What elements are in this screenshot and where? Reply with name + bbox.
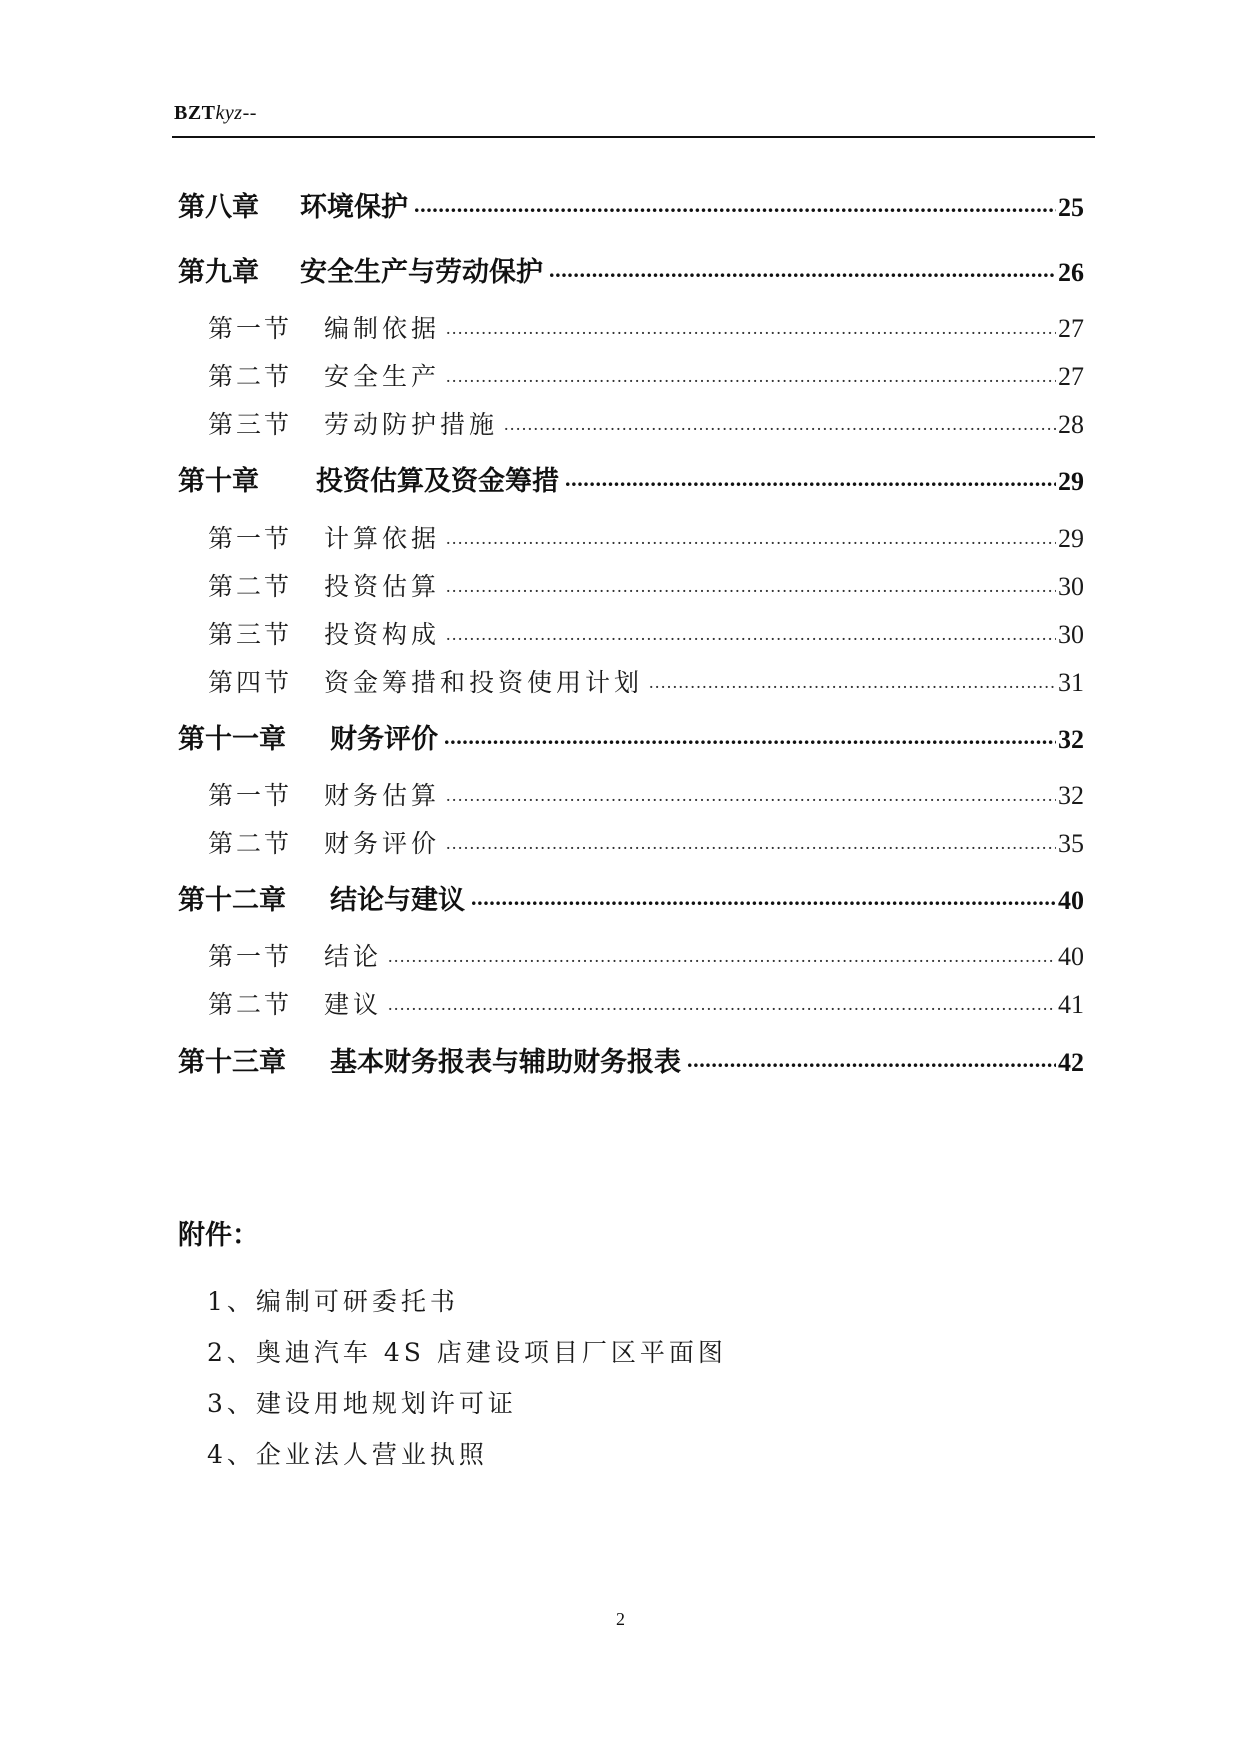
toc-section-label: 第二节	[208, 829, 293, 858]
toc-page-number: 30	[1058, 572, 1084, 601]
toc-leader-dots	[446, 360, 1056, 385]
toc-leader-dots	[649, 666, 1056, 691]
toc-section-label: 第一节	[208, 524, 293, 553]
toc-page-number: 27	[1058, 362, 1084, 391]
toc-section-row[interactable]	[208, 776, 1084, 812]
toc-section-label: 第一节	[208, 942, 293, 971]
toc-section-title: 资金筹措和投资使用计划	[324, 668, 644, 697]
toc-chapter-label: 第十章	[178, 466, 259, 497]
toc-section-label: 第一节	[208, 314, 293, 343]
header-rule	[172, 136, 1095, 138]
toc-page-number: 35	[1058, 829, 1084, 858]
toc-chapter-title: 环境保护	[300, 192, 408, 223]
toc-section-title: 投资构成	[324, 620, 441, 649]
toc-chapter-row[interactable]	[178, 1040, 1084, 1079]
toc-page-number: 42	[1058, 1048, 1084, 1077]
toc-leader-dots	[549, 254, 1056, 281]
attachments-heading: 附件：	[178, 1220, 259, 1251]
toc-leader-dots	[446, 779, 1056, 804]
toc-chapter-label: 第十三章	[178, 1047, 286, 1078]
toc-chapter-title: 安全生产与劳动保护	[300, 257, 543, 288]
toc-section-title: 结论	[324, 942, 383, 971]
toc-section-row[interactable]	[208, 405, 1084, 441]
toc-chapter-row[interactable]	[178, 250, 1084, 289]
header-code: BZT	[174, 102, 216, 124]
toc-section-title: 劳动防护措施	[324, 410, 499, 439]
toc-leader-dots	[446, 570, 1056, 595]
toc-page-number: 32	[1058, 781, 1084, 810]
toc-section-row[interactable]	[208, 309, 1084, 345]
toc-leader-dots	[444, 721, 1056, 748]
toc-page-number: 28	[1058, 410, 1084, 439]
toc-section-title: 建议	[324, 990, 383, 1019]
toc-chapter-title: 投资估算及资金筹措	[316, 466, 559, 497]
toc-section-label: 第一节	[208, 781, 293, 810]
toc-chapter-title: 财务评价	[330, 724, 438, 755]
toc-section-row[interactable]	[208, 357, 1084, 393]
toc-section-title: 安全生产	[324, 362, 441, 391]
toc-page-number: 27	[1058, 314, 1084, 343]
toc-section-row[interactable]	[208, 985, 1084, 1021]
toc-chapter-row[interactable]	[178, 185, 1084, 224]
page-number: 2	[616, 1609, 625, 1629]
toc-leader-dots	[388, 940, 1056, 965]
toc-chapter-title: 结论与建议	[330, 885, 465, 916]
toc-section-row[interactable]	[208, 937, 1084, 973]
toc-leader-dots	[687, 1044, 1056, 1071]
toc-section-title: 财务评价	[324, 829, 441, 858]
toc-section-label: 第二节	[208, 362, 293, 391]
toc-leader-dots	[446, 827, 1056, 852]
attachment-item: 3、建设用地规划许可证	[207, 1389, 517, 1418]
toc-section-label: 第二节	[208, 990, 293, 1019]
toc-page-number: 30	[1058, 620, 1084, 649]
toc-page-number: 31	[1058, 668, 1084, 697]
toc-leader-dots	[446, 618, 1056, 643]
header-code-suffix: kyz--	[215, 102, 257, 124]
toc-section-row[interactable]	[208, 824, 1084, 860]
toc-section-label: 第三节	[208, 410, 293, 439]
toc-section-row[interactable]	[208, 615, 1084, 651]
attachment-item: 1、编制可研委托书	[207, 1287, 459, 1316]
toc-chapter-label: 第十一章	[178, 724, 286, 755]
toc-section-title: 投资估算	[324, 572, 441, 601]
toc-section-row[interactable]	[208, 663, 1084, 699]
toc-chapter-label: 第九章	[178, 257, 259, 288]
toc-leader-dots	[446, 312, 1056, 337]
toc-chapter-row[interactable]	[178, 878, 1084, 917]
toc-chapter-label: 第十二章	[178, 885, 286, 916]
toc-leader-dots	[388, 988, 1056, 1013]
toc-leader-dots	[446, 522, 1056, 547]
toc-leader-dots	[504, 408, 1056, 433]
toc-page-number: 32	[1058, 725, 1084, 754]
toc-section-row[interactable]	[208, 519, 1084, 555]
running-header	[174, 102, 257, 125]
toc-page-number: 29	[1058, 524, 1084, 553]
toc-section-label: 第二节	[208, 572, 293, 601]
toc-section-title: 计算依据	[324, 524, 441, 553]
toc-leader-dots	[414, 189, 1056, 216]
toc-page-number: 40	[1058, 886, 1084, 915]
toc-chapter-row[interactable]	[178, 459, 1084, 498]
toc-page-number: 26	[1058, 258, 1084, 287]
toc-page-number: 25	[1058, 193, 1084, 222]
toc-chapter-title: 基本财务报表与辅助财务报表	[330, 1047, 681, 1078]
toc-leader-dots	[471, 882, 1056, 909]
attachment-item: 4、企业法人营业执照	[207, 1440, 488, 1469]
attachment-item: 2、奥迪汽车 4S 店建设项目厂区平面图	[207, 1338, 727, 1367]
toc-section-title: 编制依据	[324, 314, 441, 343]
toc-section-row[interactable]	[208, 567, 1084, 603]
toc-chapter-row[interactable]	[178, 717, 1084, 756]
toc-chapter-label: 第八章	[178, 192, 259, 223]
toc-leader-dots	[565, 463, 1056, 490]
toc-page-number: 41	[1058, 990, 1084, 1019]
toc-section-label: 第三节	[208, 620, 293, 649]
toc-page-number: 29	[1058, 467, 1084, 496]
toc-page-number: 40	[1058, 942, 1084, 971]
toc-section-label: 第四节	[208, 668, 293, 697]
toc-section-title: 财务估算	[324, 781, 441, 810]
